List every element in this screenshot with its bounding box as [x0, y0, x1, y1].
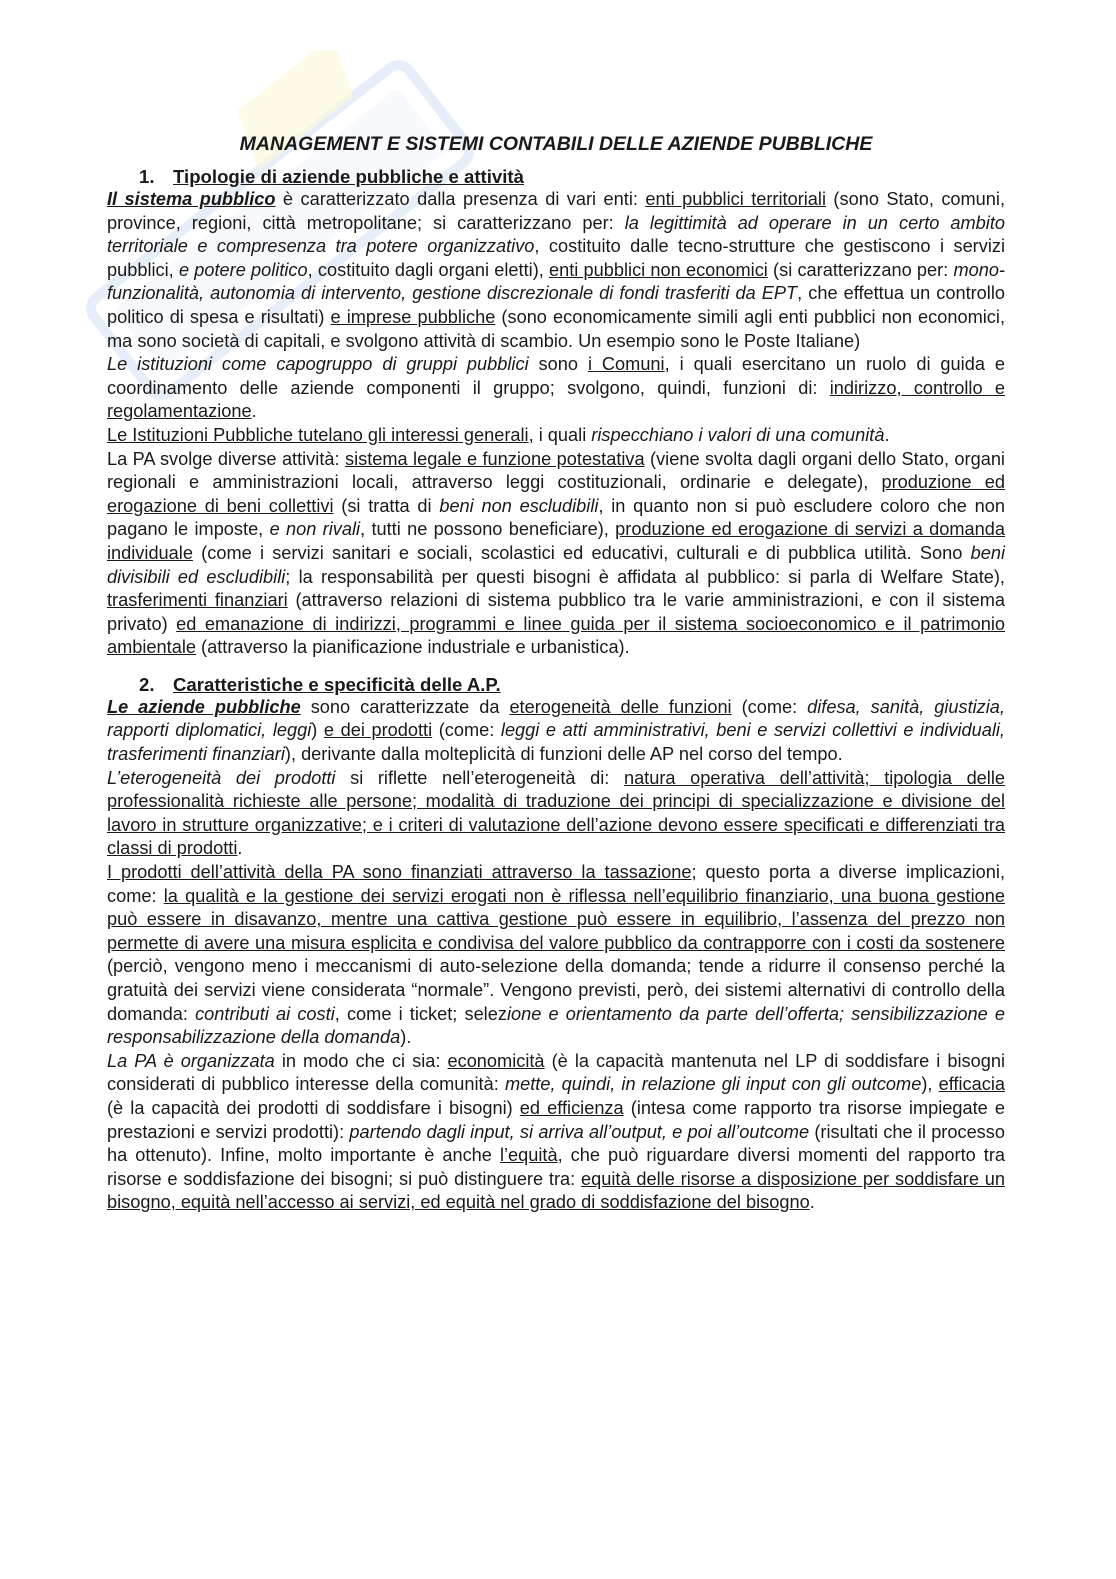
- text-run: (si tratta di: [333, 495, 440, 516]
- text-run: enti pubblici non economici: [549, 259, 768, 280]
- text-run: Il sistema pubblico: [107, 189, 276, 209]
- text-run: indirizzo, controllo e regolamentazione: [107, 377, 1006, 422]
- text-run: l’equità: [499, 1145, 558, 1166]
- text-run: ): [311, 720, 324, 741]
- text-run: ),: [921, 1074, 939, 1095]
- text-run: (come:: [432, 720, 501, 741]
- text-run: sistema legale e funzione potestativa: [344, 448, 645, 469]
- section-number: 1.: [139, 166, 155, 187]
- text-run: beni divisibili ed escludibili: [107, 542, 1005, 587]
- text-run: partendo dagli input, si arriva all’output, e poi all’outcome: [349, 1121, 810, 1142]
- text-run: rispecchiano i valori di una comunità: [591, 424, 885, 445]
- text-run: (come:: [731, 696, 808, 717]
- text-run: .: [884, 424, 890, 445]
- text-run: (intesa come rapporto tra risorse impiegate e prestazioni e servizi prodotti):: [107, 1097, 1005, 1142]
- section-number: 2.: [139, 673, 155, 695]
- text-run: (risultati che il processo ha ottenuto). Infine, molto importante è anche: [107, 1121, 1005, 1166]
- text-run: leggi e atti amministrativi, beni e servizi collettivi e individuali, trasferimenti finanziari: [107, 720, 1005, 765]
- text-run: enti pubblici territoriali: [645, 189, 826, 209]
- paragraph: [107, 353, 1005, 424]
- text-run: (attraverso la pianificazione industriale e urbanistica).: [195, 637, 630, 658]
- text-run: .: [809, 1192, 815, 1213]
- text-run: (sono Stato, comuni, province, regioni, città metropolitane; si caratterizzano per:: [107, 189, 1006, 233]
- text-run: equità delle risorse a disposizione per soddisfare un bisogno, equità nell’accesso ai servizi, ed equità nel grado di soddisfazione del bisogno: [107, 1168, 1005, 1213]
- text-run: .: [251, 401, 257, 422]
- text-run: .: [237, 838, 243, 859]
- text-run: e imprese pubbliche: [330, 306, 496, 327]
- text-run: (è la capacità dei prodotti di soddisfare i bisogni): [107, 1097, 520, 1118]
- text-run: L’eterogeneità dei prodotti: [107, 767, 336, 788]
- paragraph: [107, 767, 1005, 861]
- section-title: Caratteristiche e specificità delle A.P.: [173, 673, 501, 695]
- text-run: , costituito dalle tecno-strutture che gestiscono i servizi pubblici,: [107, 236, 1006, 280]
- text-run: ed efficienza: [519, 1097, 624, 1118]
- text-run: ed emanazione di indirizzi, programmi e linee guida per il sistema socioeconomico e il patrimonio ambientale: [107, 613, 1006, 658]
- text-run: produzione ed erogazione di servizi a domanda individuale: [107, 519, 1005, 563]
- text-run: e non rivali: [269, 519, 361, 540]
- section-heading-1: [107, 165, 1005, 188]
- document-page: [107, 131, 1005, 1215]
- text-run: , che può riguardare diversi momenti del rapporto tra risorse e soddisfazione dei bisogni; si può distinguere tra:: [107, 1145, 1005, 1189]
- text-run: Le istituzioni come capogruppo di gruppi pubblici: [107, 354, 529, 375]
- text-run: (è la capacità mantenuta nel LP di soddisfare i bisogni considerati di pubblico interesse della comunità:: [107, 1050, 1005, 1095]
- text-run: Le Istituzioni Pubbliche tutelano gli interessi generali: [107, 424, 529, 445]
- paragraph: [107, 448, 1005, 660]
- text-run: contributi ai costi: [195, 1003, 335, 1024]
- document-title: MANAGEMENT E SISTEMI CONTABILI DELLE AZIENDE PUBBLICHE: [239, 133, 873, 155]
- text-run: natura operativa dell’attività; tipologia delle professionalità richieste alle persone; modalità di traduzione dei principi di specializzazione e divisione del lavoro in strutture organizzative; e i criteri di valutazione dell’azione devono essere specificati e differenziati tra classi di prodotti: [107, 767, 1005, 859]
- section-body: [107, 188, 1005, 660]
- text-run: è caratterizzato dalla presenza di vari enti:: [275, 189, 646, 209]
- text-run: ione e orientamento da parte dell’offerta; sensibilizzazione e responsabilizzazione della domanda: [107, 1003, 1005, 1048]
- text-run: (si caratterizzano per:: [767, 259, 954, 280]
- text-run: efficacia: [938, 1074, 1005, 1095]
- text-run: beni non escludibili: [439, 495, 599, 516]
- paragraph: [107, 696, 1005, 767]
- text-run: e dei prodotti: [323, 720, 433, 741]
- text-run: , che effettua un controllo politico di spesa e risultati): [107, 283, 1005, 327]
- text-run: , in quanto non si può escludere coloro che non pagano le imposte,: [107, 495, 1005, 540]
- text-run: la legittimità ad operare in un certo ambito territoriale e compresenza tra potere organizzativo: [107, 212, 1005, 257]
- paragraph: [107, 1050, 1005, 1215]
- text-run: , costituito dagli organi eletti),: [307, 259, 550, 280]
- text-run: I prodotti dell’attività della PA sono finanziati attraverso la tassazione: [107, 862, 692, 883]
- text-run: ), derivante dalla molteplicità di funzioni delle AP nel corso del tempo.: [284, 744, 843, 765]
- text-run: La PA è organizzata: [107, 1050, 275, 1071]
- text-run: , i quali: [528, 424, 592, 445]
- text-run: Le aziende pubbliche: [107, 696, 301, 717]
- text-run: sono caratterizzate da: [300, 696, 510, 717]
- text-run: eterogeneità delle funzioni: [509, 696, 732, 717]
- section-body: [107, 696, 1005, 1215]
- text-run: La PA svolge diverse attività:: [107, 448, 345, 469]
- text-run: in modo che ci sia:: [274, 1050, 448, 1071]
- text-run: mette, quindi, in relazione gli input con gli outcome: [504, 1074, 922, 1095]
- text-run: (viene svolta dagli organi dello Stato, organi regionali e amministrazioni locali, attraverso leggi costituzionali, ordinarie e delegate),: [107, 448, 1005, 493]
- text-run: mono-funzionalità, autonomia di intervento, gestione discrezionale di fondi trasferiti da EPT: [107, 259, 1005, 304]
- text-run: ).: [400, 1027, 412, 1048]
- text-run: (sono economicamente simili agli enti pubblici non economici, ma sono società di capitali, e svolgono attività di scambio. Un esempio sono le Poste Italiane): [107, 306, 1005, 351]
- text-run: i Comuni: [587, 354, 665, 375]
- text-run: difesa, sanità, giustizia, rapporti diplomatici, leggi: [107, 696, 1005, 741]
- text-run: economicità: [447, 1050, 545, 1071]
- section-heading-2: [107, 673, 1005, 696]
- text-run: produzione ed erogazione di beni collettivi: [107, 472, 1005, 516]
- text-run: la qualità e la gestione dei servizi erogati non è riflessa nell’equilibrio finanziario, una buona gestione può essere in disavanzo, mentre una cattiva gestione può essere in equilibrio, l’assenza del prezzo non permette di avere una misura esplicita e condivisa del valore pubblico da contrapporre con i costi da sostenere: [107, 885, 1005, 953]
- text-run: ; la responsabilità per questi bisogni è affidata al pubblico: si parla di Welfare State),: [285, 566, 1005, 587]
- text-run: (perciò, vengono meno i meccanismi di auto-selezione della domanda; tende a ridurre il consenso perché la gratuità dei servizi viene considerata “normale”. Vengono previsti, però, dei sistemi alternativi di controllo della domanda:: [107, 956, 1005, 1024]
- text-run: trasferimenti finanziari: [107, 590, 288, 611]
- paragraph: [107, 188, 1005, 353]
- text-run: , i quali esercitano un ruolo di guida e coordinamento delle aziende componenti il gruppo; svolgono, quindi, funzioni di:: [107, 354, 1005, 398]
- text-run: sono: [528, 354, 588, 375]
- text-run: , come i ticket; selez: [334, 1003, 507, 1024]
- paragraph: [107, 424, 1005, 448]
- text-run: , tutti ne possono beneficiare),: [360, 519, 616, 540]
- text-run: si riflette nell’eterogeneità di:: [335, 767, 624, 788]
- text-run: (come i servizi sanitari e sociali, scolastici ed educativi, culturali e di pubblica utilità. Sono: [192, 542, 971, 563]
- paragraph: [107, 861, 1005, 1050]
- text-run: (attraverso relazioni di sistema pubblico tra le varie amministrazioni, e con il sistema privato): [107, 590, 1005, 634]
- text-run: e potere politico: [178, 259, 308, 280]
- text-run: ; questo porta a diverse implicazioni, come:: [107, 862, 1005, 906]
- section-title: Tipologie di aziende pubbliche e attività: [173, 166, 524, 187]
